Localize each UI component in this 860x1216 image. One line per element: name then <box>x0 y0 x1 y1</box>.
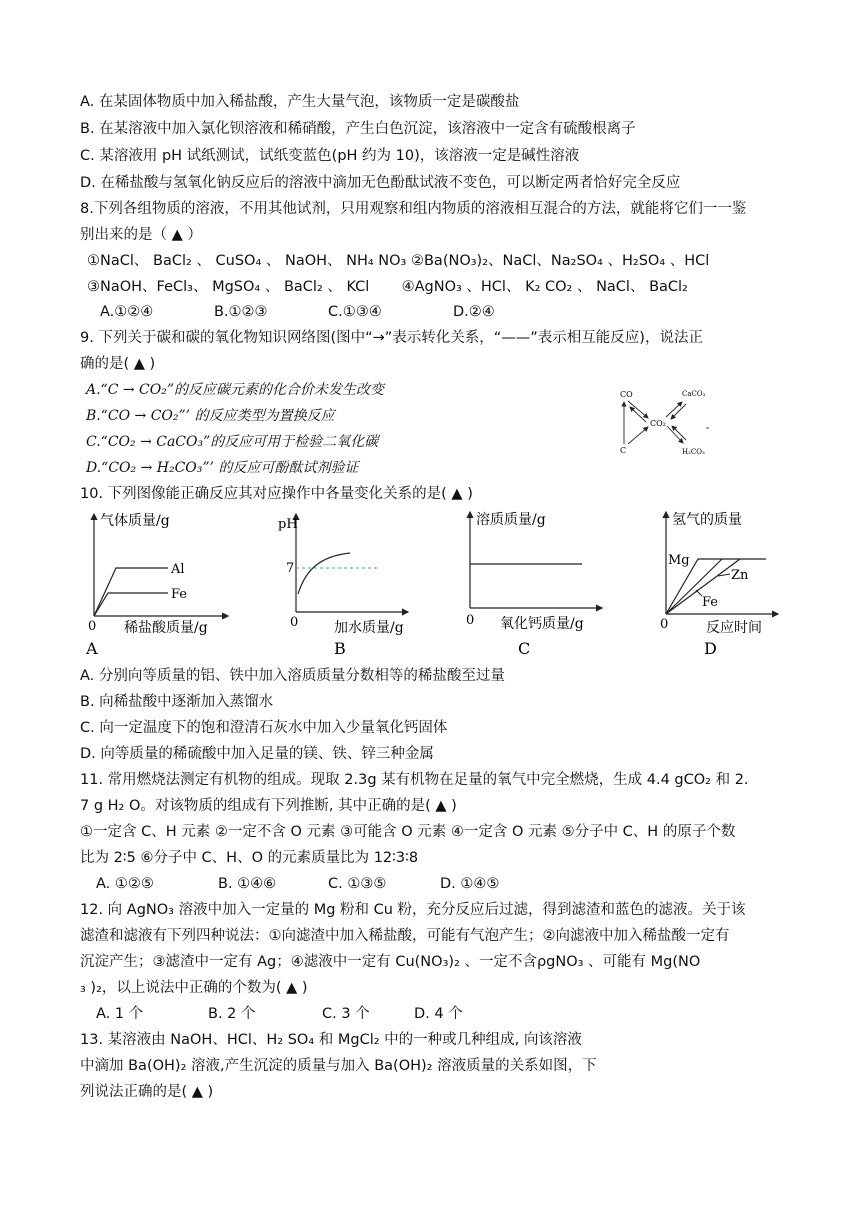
graph-b-curve <box>298 553 350 594</box>
graph-b-xlabel: 加水质量/g <box>334 620 404 636</box>
q9-stem-line2: 确的是( ▲ ) <box>80 356 156 372</box>
graph-a-caption: A <box>86 639 98 658</box>
q13-line1: 13. 某溶液由 NaOH、HCl、H₂ SO₄ 和 MgCl₂ 中的一种或几种组成, 向该溶液 <box>80 1032 582 1048</box>
q9-option-a: A.“C → CO₂”的反应碳元素的化合价未发生改变 <box>86 382 385 398</box>
q12-option-d: D. 4 个 <box>414 1006 463 1022</box>
q12-line4: ₃ )₂，以上说法中正确的个数为( ▲ ) <box>80 980 308 996</box>
graph-a-ylabel: 气体质量/g <box>100 513 170 529</box>
q10-option-c: C. 向一定温度下的饱和澄清石灰水中加入少量氧化钙固体 <box>80 720 448 736</box>
q7-option-a: A. 在某固体物质中加入稀盐酸，产生大量气泡，该物质一定是碳酸盐 <box>80 94 520 110</box>
q10-option-b: B. 向稀盐酸中逐渐加入蒸馏水 <box>80 694 274 710</box>
graph-d-label-zn: Zn <box>731 568 749 583</box>
graph-b <box>272 508 412 658</box>
diagram-node-co2: CO₂ <box>650 419 666 428</box>
graph-a-xlabel: 稀盐酸质量/g <box>124 620 208 636</box>
graph-a-label-fe: Fe <box>171 587 188 602</box>
q9-option-c: C.“CO₂ → CaCO₃”的反应可用于检验二氧化碳 <box>86 434 379 450</box>
diagram-node-h2co3: H₂CO₃ <box>682 448 705 456</box>
q7-option-b: B. 在某溶液中加入氯化钡溶液和稀硝酸，产生白色沉淀，该溶液中一定含有硫酸根离子 <box>80 121 636 137</box>
graph-a-label-al: Al <box>171 562 185 577</box>
q13-line3: 列说法正确的是( ▲ ) <box>80 1084 214 1100</box>
q11-stem-line2: 7 g H₂ O。对该物质的组成有下列推断, 其中正确的是( ▲ ) <box>80 798 457 814</box>
graph-c <box>460 508 610 658</box>
q13-line2: 中滴加 Ba(OH)₂ 溶液,产生沉淀的质量与加入 Ba(OH)₂ 溶液质量的关系如图，下 <box>80 1058 597 1074</box>
q8-set-line2: ③NaOH、FeCl₃、 MgSO₄ 、 BaCl₂ 、 KCl ④AgNO₃ 、HCl、 K₂ CO₂ 、 NaCl、 BaCl₂ <box>87 279 688 295</box>
graph-a-origin: 0 <box>88 619 97 634</box>
graph-a-line-al <box>94 568 168 616</box>
q12-option-a: A. 1 个 <box>96 1006 144 1022</box>
diagram-node-c: C <box>620 446 627 455</box>
graph-b-caption: B <box>334 639 346 658</box>
graph-b-ylabel: pH <box>278 517 298 532</box>
q8-option-d: D.②④ <box>453 304 495 320</box>
graph-a-line-fe <box>94 593 168 616</box>
q11-option-b: B. ①④⑥ <box>218 876 277 892</box>
q8-stem-line1: 8.下列各组物质的溶液，不用其他试剂，只用观察和组内物质的溶液相互混合的方法，就能将它们一一鉴 <box>80 201 747 217</box>
q11-option-c: C. ①③⑤ <box>328 876 387 892</box>
q11-statements-line1: ①一定含 C、H 元素 ②一定不含 O 元素 ③可能含 O 元素 ④一定含 O 元素 ⑤分子中 C、H 的原子个数 <box>80 824 736 840</box>
q8-stem-line2: 别出来的是（ ▲ ） <box>80 227 202 243</box>
q8-set-line1: ①NaCl、 BaCl₂ 、 CuSO₄ 、 NaOH、 NH₄ NO₃ ②Ba(NO₃)₂、NaCl、Na₂SO₄ 、H₂SO₄ 、HCl <box>87 253 710 269</box>
q8-option-c: C.①③④ <box>328 304 382 320</box>
graph-c-xlabel: 氧化钙质量/g <box>500 616 584 632</box>
graph-d-caption: D <box>704 639 717 658</box>
carbon-network-diagram <box>610 380 730 460</box>
q11-statements-line2: 比为 2∶5 ⑥分子中 C、H、O 的元素质量比为 12∶3∶8 <box>80 850 419 866</box>
q12-option-c: C. 3 个 <box>322 1006 370 1022</box>
q12-line3: 沉淀产生；③滤渣中一定有 Ag；④滤液中一定有 Cu(NO₃)₂ 、一定不含ρgNO₃ 、可能有 Mg(NO <box>80 954 701 970</box>
graph-c-origin: 0 <box>466 613 475 628</box>
diagram-node-co: CO <box>620 390 633 399</box>
graph-d-ylabel: 氢气的质量 <box>672 512 742 528</box>
q12-line2: 滤渣和滤液有下列四种说法：①向滤渣中加入稀盐酸，可能有气泡产生；②向滤液中加入稀盐酸一定有 <box>80 928 730 944</box>
q11-option-a: A. ①②⑤ <box>96 876 154 892</box>
q12-line1: 12. 向 AgNO₃ 溶液中加入一定量的 Mg 粉和 Cu 粉，充分反应后过滤，得到滤渣和蓝色的滤液。关于该 <box>80 902 746 918</box>
graph-b-ref-7: 7 <box>286 561 295 576</box>
graph-c-ylabel: 溶质质量/g <box>476 512 546 528</box>
q8-option-a: A.①②④ <box>100 304 154 320</box>
graph-d-origin: 0 <box>660 617 669 632</box>
q10-stem: 10. 下列图像能正确反应其对应操作中各量变化关系的是( ▲ ) <box>80 486 473 502</box>
q7-option-d: D. 在稀盐酸与氢氧化钠反应后的溶液中滴加无色酚酞试液不变色，可以断定两者恰好完全反应 <box>80 175 681 191</box>
diagram-node-caco3: CaCO₃ <box>682 390 706 398</box>
q8-option-b: B.①②③ <box>214 304 268 320</box>
graph-d <box>656 508 782 658</box>
q10-option-d: D. 向等质量的稀硫酸中加入足量的镁、铁、锌三种金属 <box>80 746 434 762</box>
q9-stem-line1: 9. 下列关于碳和碳的氧化物知识网络图(图中“→”表示转化关系，“——”表示相互能反应)，说法正 <box>80 330 703 346</box>
q10-option-a: A. 分别向等质量的铝、铁中加入溶质质量分数相等的稀盐酸至过量 <box>80 668 505 684</box>
graph-a <box>86 508 234 658</box>
q9-option-d: D.“CO₂ → H₂CO₃”’ 的反应可酚酞试剂验证 <box>86 460 359 476</box>
q12-option-b: B. 2 个 <box>208 1006 256 1022</box>
q11-stem-line1: 11. 常用燃烧法测定有机物的组成。现取 2.3g 某有机物在足量的氧气中完全燃烧，生成 4.4 gCO₂ 和 2. <box>80 772 749 788</box>
q9-option-b: B.“CO → CO₂”’ 的反应类型为置换反应 <box>86 408 335 424</box>
graph-b-origin: 0 <box>290 615 299 630</box>
q11-option-d: D. ①④⑤ <box>440 876 500 892</box>
graph-c-caption: C <box>518 639 531 658</box>
q7-option-c: C. 某溶液用 pH 试纸测试，试纸变蓝色(pH 约为 10)，该溶液一定是碱性溶液 <box>80 148 580 164</box>
graph-d-label-fe: Fe <box>702 595 719 610</box>
graph-d-label-mg: Mg <box>668 553 690 568</box>
graph-d-xlabel: 反应时间 <box>706 620 762 636</box>
